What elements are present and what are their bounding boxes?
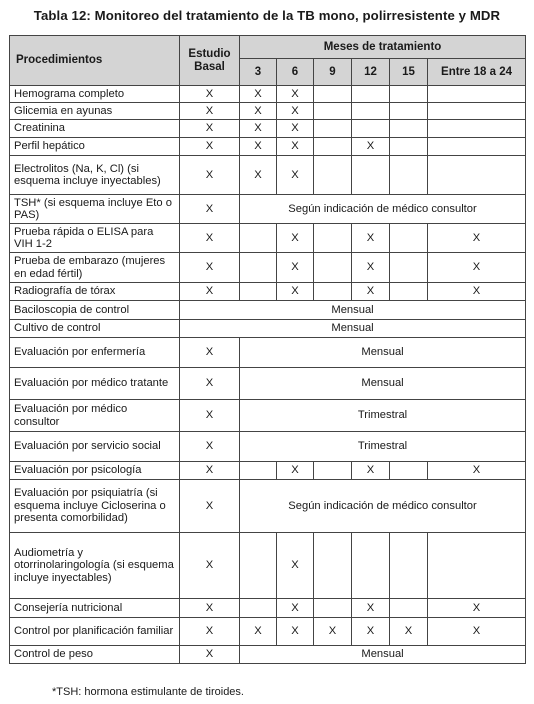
table-row (10, 599, 526, 618)
month-cell (428, 533, 526, 599)
month-cell (428, 120, 526, 138)
month-cell (314, 86, 352, 103)
procedure-label: Baciloscopia de control (10, 301, 180, 320)
procedure-label: Hemograma completo (10, 86, 180, 103)
baseline-cell: X (180, 368, 240, 400)
month-cell (390, 103, 428, 120)
month-cell (428, 86, 526, 103)
month-cell (390, 86, 428, 103)
baseline-cell: X (180, 533, 240, 599)
month-cell (314, 599, 352, 618)
month-cell (314, 462, 352, 480)
month-cell (352, 120, 390, 138)
procedure-label: Evaluación por médico tratante (10, 368, 180, 400)
month-cell (390, 283, 428, 301)
table-row (10, 462, 526, 480)
month-cell: X (352, 599, 390, 618)
table-row (10, 156, 526, 195)
month-cell: X (277, 103, 314, 120)
procedure-label: Cultivo de control (10, 320, 180, 338)
table-row (10, 86, 526, 103)
baseline-cell: X (180, 432, 240, 462)
footnote: *TSH: hormona estimulante de tiroides. (52, 686, 244, 698)
month-cell: X (240, 618, 277, 646)
month-cell (314, 120, 352, 138)
frequency-cell: Mensual (180, 320, 526, 338)
table-row (10, 400, 526, 432)
month-cell (390, 224, 428, 253)
month-cell (314, 283, 352, 301)
month-cell (240, 599, 277, 618)
table-row (10, 618, 526, 646)
monitoring-table (9, 35, 526, 664)
month-cell: X (428, 618, 526, 646)
month-cell: X (277, 599, 314, 618)
month-cell (390, 599, 428, 618)
procedure-label: Control de peso (10, 646, 180, 664)
month-cell (352, 156, 390, 195)
month-cell: X (240, 120, 277, 138)
month-cell: X (277, 253, 314, 283)
baseline-cell: X (180, 338, 240, 368)
baseline-cell: X (180, 400, 240, 432)
month-cell: X (240, 156, 277, 195)
table-row (10, 320, 526, 338)
frequency-cell: Mensual (240, 646, 526, 664)
month-cell: X (390, 618, 428, 646)
baseline-cell: X (180, 103, 240, 120)
month-cell: X (352, 224, 390, 253)
procedure-label: Prueba de embarazo (mujeres en edad fértil) (10, 253, 180, 283)
month-cell: X (240, 138, 277, 156)
month-cell: X (240, 103, 277, 120)
month-cell (390, 253, 428, 283)
month-cell (428, 138, 526, 156)
month-cell: X (352, 253, 390, 283)
frequency-cell: Mensual (240, 368, 526, 400)
month-cell (428, 156, 526, 195)
table-body (10, 86, 526, 664)
table-row (10, 103, 526, 120)
table-title: Tabla 12: Monitoreo del tratamiento de la TB mono, polirresistente y MDR (33, 8, 501, 23)
month-cell: X (277, 224, 314, 253)
baseline-cell: X (180, 195, 240, 224)
table-row (10, 301, 526, 320)
month-cell: X (277, 533, 314, 599)
frequency-cell: Trimestral (240, 400, 526, 432)
month-cell: X (277, 462, 314, 480)
month-cell: X (428, 599, 526, 618)
month-cell: X (277, 86, 314, 103)
baseline-cell: X (180, 283, 240, 301)
month-cell (240, 533, 277, 599)
procedure-label: Evaluación por enfermería (10, 338, 180, 368)
month-cell (352, 103, 390, 120)
month-cell: X (352, 283, 390, 301)
month-cell (390, 533, 428, 599)
frequency-cell: Trimestral (240, 432, 526, 462)
baseline-cell: X (180, 224, 240, 253)
procedure-label: Control por planificación familiar (10, 618, 180, 646)
month-cell: X (428, 283, 526, 301)
table-row (10, 368, 526, 400)
header-month: Entre 18 a 24 (428, 59, 526, 86)
procedure-label: Audiometría y otorrinolaringología (si esquema incluye inyectables) (10, 533, 180, 599)
baseline-cell: X (180, 120, 240, 138)
month-cell: X (277, 120, 314, 138)
frequency-cell: Mensual (180, 301, 526, 320)
baseline-cell: X (180, 599, 240, 618)
month-cell: X (428, 224, 526, 253)
month-cell (390, 138, 428, 156)
month-cell (240, 253, 277, 283)
month-cell: X (352, 138, 390, 156)
header-month: 12 (352, 59, 390, 86)
procedure-label: Evaluación por médico consultor (10, 400, 180, 432)
baseline-cell: X (180, 480, 240, 533)
table-row (10, 138, 526, 156)
baseline-cell: X (180, 253, 240, 283)
table-row (10, 480, 526, 533)
baseline-cell: X (180, 462, 240, 480)
procedure-label: Evaluación por psicología (10, 462, 180, 480)
baseline-cell: X (180, 646, 240, 664)
month-cell (240, 462, 277, 480)
baseline-cell: X (180, 618, 240, 646)
month-cell (240, 283, 277, 301)
frequency-cell: Mensual (240, 338, 526, 368)
table-row (10, 283, 526, 301)
header-months-group: Meses de tratamiento (240, 36, 526, 59)
month-cell (314, 224, 352, 253)
month-cell: X (352, 462, 390, 480)
month-cell (390, 120, 428, 138)
procedure-label: Creatinina (10, 120, 180, 138)
header-month: 6 (277, 59, 314, 86)
table-row (10, 195, 526, 224)
frequency-cell: Según indicación de médico consultor (240, 195, 526, 224)
table-row (10, 432, 526, 462)
procedure-label: Perfil hepático (10, 138, 180, 156)
month-cell (314, 253, 352, 283)
table-row (10, 533, 526, 599)
procedure-label: Evaluación por psiquiatría (si esquema incluye Cicloserina o presenta comorbilidad) (10, 480, 180, 533)
procedure-label: Evaluación por servicio social (10, 432, 180, 462)
month-cell (352, 86, 390, 103)
month-cell: X (277, 156, 314, 195)
procedure-label: Radiografía de tórax (10, 283, 180, 301)
month-cell: X (277, 283, 314, 301)
table-row (10, 253, 526, 283)
month-cell (240, 224, 277, 253)
table-row (10, 120, 526, 138)
procedure-label: Prueba rápida o ELISA para VIH 1-2 (10, 224, 180, 253)
month-cell (314, 533, 352, 599)
month-cell: X (240, 86, 277, 103)
month-cell (352, 533, 390, 599)
table-row (10, 224, 526, 253)
month-cell: X (428, 253, 526, 283)
month-cell: X (277, 618, 314, 646)
month-cell (314, 103, 352, 120)
procedure-label: Glicemia en ayunas (10, 103, 180, 120)
header-baseline: Estudio Basal (180, 36, 240, 86)
month-cell: X (428, 462, 526, 480)
procedure-label: TSH* (si esquema incluye Eto o PAS) (10, 195, 180, 224)
baseline-cell: X (180, 138, 240, 156)
baseline-cell: X (180, 156, 240, 195)
header-month: 15 (390, 59, 428, 86)
month-cell: X (352, 618, 390, 646)
procedure-label: Consejería nutricional (10, 599, 180, 618)
table-row (10, 338, 526, 368)
month-cell: X (277, 138, 314, 156)
header-month: 3 (240, 59, 277, 86)
month-cell (314, 156, 352, 195)
header-month: 9 (314, 59, 352, 86)
month-cell: X (314, 618, 352, 646)
month-cell (390, 462, 428, 480)
month-cell (428, 103, 526, 120)
table-row (10, 646, 526, 664)
baseline-cell: X (180, 86, 240, 103)
month-cell (390, 156, 428, 195)
header-procedures: Procedimientos (10, 36, 180, 86)
frequency-cell: Según indicación de médico consultor (240, 480, 526, 533)
procedure-label: Electrolitos (Na, K, Cl) (si esquema incluye inyectables) (10, 156, 180, 195)
month-cell (314, 138, 352, 156)
